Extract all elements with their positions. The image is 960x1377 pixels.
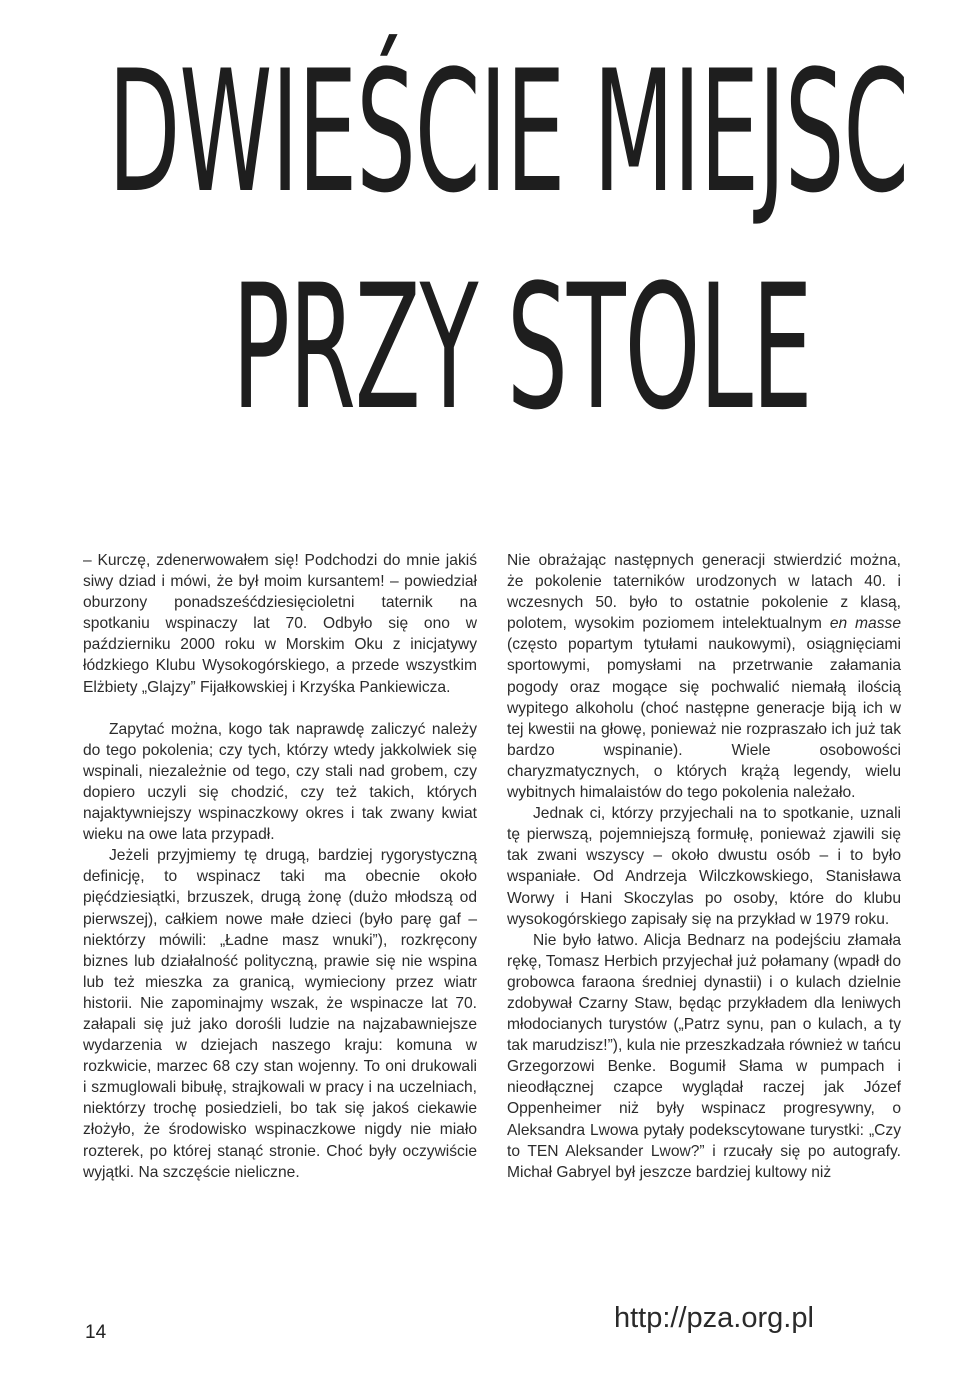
right-paragraph-3: Nie było łatwo. Alicja Bednarz na podejściu złamała rękę, Tomasz Herbich przyjechał już połamany (wpadł do grobowca faraona średniej dynastii) i o kulach dzielnie zdobywał Czarny Staw, będąc przykładem dla leniwych młodocianych turystów („Patrz synu, pan o kulach, a ty tak marudzisz!”), kula nie przeszkadzała również w tańcu Grzegorzowi Benke. Bogumił Słama w pumpach i nieodłącznej czapce wyglądał raczej jak Józef Oppenheimer niż były wspinacz progresywny, o Aleksandra Lwowa pytały podekscytowane turystki: „Czy to TEN Aleksander Lwow?” i rzucały się po autografy. Michał Gabryel był jeszcze bardziej kultowy niż: [507, 931, 901, 1181]
right-paragraph-1-start: Nie obrażając następnych generacji stwierdzić można, że pokolenie taterników urodzonych w latach 40. i wczesnych 50. było to ostatnie pokolenie z klasą, polotem, wysokim poziomem intelektualnym: [507, 552, 901, 633]
page-number: 14: [85, 1322, 107, 1343]
right-column: [507, 550, 901, 1183]
title-line-2: PRZY STOLE: [232, 247, 812, 448]
right-paragraph-2: Jednak ci, którzy przyjechali na to spotkanie, uznali tę pierwszą, pojemniejszą formułę, ponieważ zjawili się tak zwani wszyscy – około dwustu osób – i to było wspaniałe. Od Andrzeja Wilczkowskiego, Stanisława Worwy i Hani Skoczylas po osoby, które do klubu wysokogórskiego zapisały się na przykład w 1979 roku.: [507, 805, 901, 928]
source-url[interactable]: http://pza.org.pl: [614, 1302, 814, 1334]
left-paragraph-2: Zapytać można, kogo tak naprawdę zaliczyć należy do tego pokolenia; czy tych, którzy wtedy jakkolwiek się wspinali, niezależnie od tego, czy stali nad grobem, czy dopiero uczyli się chodzić, czy też takich, których najaktywniejszy wspinaczkowy okres i tak zwany kwiat wieku na owe lata przypadł.: [83, 720, 477, 844]
left-paragraph-1: – Kurczę, zdenerwowałem się! Podchodzi do mnie jakiś siwy dziad i mówi, że był moim kursantem! – powiedział oburzony ponadsześćdziesięcioletni taternik na spotkaniu wspinaczy lat 70. Odbyło się ono w październiku 2000 roku w Morskim Oku z inicjatywy łódzkiego Klubu Wysokogórskiego, a przede wszystkim Elżbiety „Glajzy” Fijałkowskiej i Krzyśka Pankiewicza.: [83, 552, 477, 696]
right-paragraph-1-end: (często popartym tytułami naukowymi), osiągnięciami sportowymi, pomysłami na przetrwanie załamania pogody oraz mogące się pochwalić niemałą ilością wypitego alkoholu (choć następne generacje biją ich w tej kwestii na głowę, ponieważ nie rozpraszało ich już tak bardzo wspinanie). Wiele osobowości charyzmatycznych, o których krążą legendy, wielu wybitnych himalaistów do tego pokolenia należało.: [507, 636, 901, 802]
right-paragraph-1-italic: en masse: [829, 615, 901, 633]
right-paragraph-1: [507, 550, 901, 803]
left-paragraph-3: Jeżeli przyjmiemy tę drugą, bardziej rygorystyczną definicję, to wspinacz taki ma obecnie około pięćdziesiątki, brzuszek, drugą żonę (dużo młodszą od pierwszej), całkiem nowe małe dzieci (było parę gaf – niektórzy mówili: „Ładne masz wnuki”), rozkręcony biznes lub działalność polityczną, prawie się nie wspina lub też mieszka za granicą, wymieciony przez wiatr historii. Nie zapominajmy wszak, że wspinacze lat 70. załapali się już jako dorośli ludzie na najzabawniejsze wydarzenia w dziejach naszego kraju: komuna w rozkwicie, marzec 68 czy stan wojenny. To oni drukowali i szmuglowali bibułę, strajkowali w pracy i na uczelniach, niektórzy trochę posiedzieli, bo tak się jakoś ciekawie złożyło, że środowisko wspinaczkowe nigdy nie miało rozterek, po której stanąć stronie. Choć były oczywiście wyjątki. Na szczęście nieliczne.: [83, 847, 477, 1181]
left-column: [83, 550, 477, 1183]
title-line-1: DWIEŚCIE MIEJSC: [108, 34, 908, 230]
